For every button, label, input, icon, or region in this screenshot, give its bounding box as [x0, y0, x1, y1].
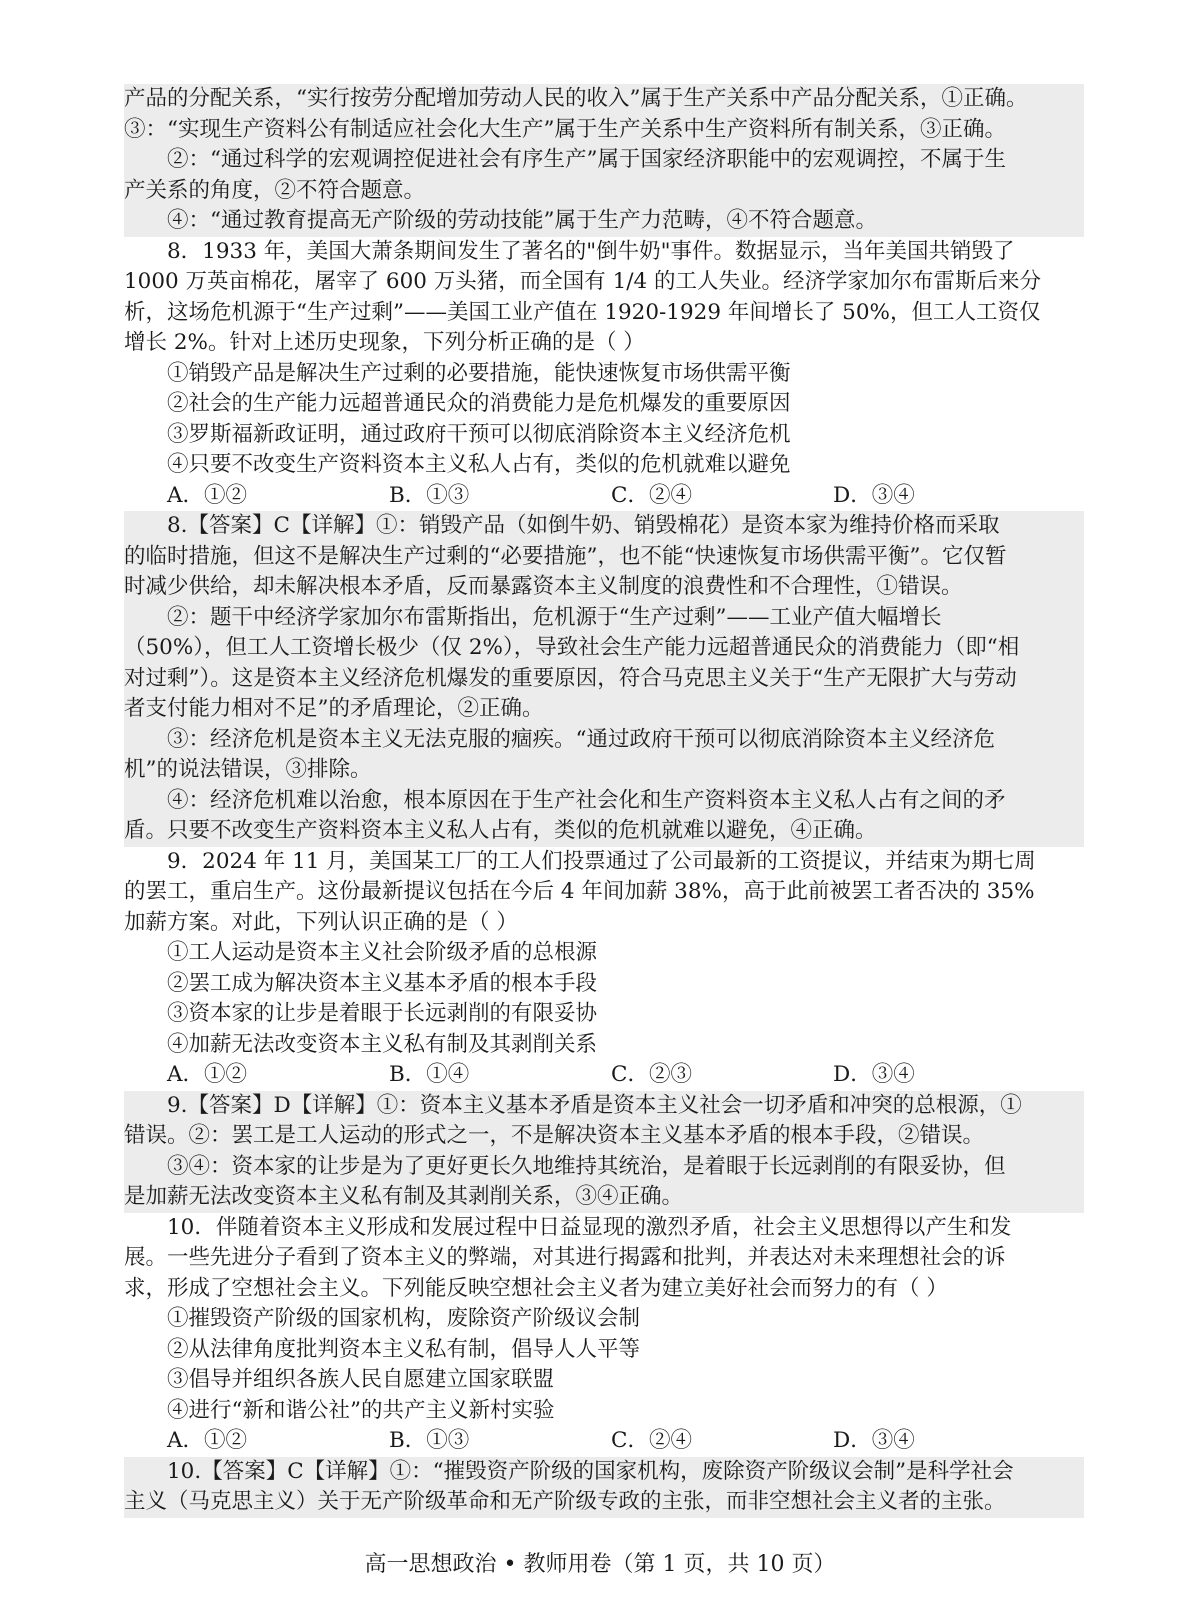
answer-explanation-line: ②：题干中经济学家加尔布雷斯指出，危机源于“生产过剩”——工业产值大幅增长 [124, 603, 1084, 634]
answer-explanation-line: 者支付能力相对不足”的矛盾理论，②正确。 [124, 694, 1084, 725]
answer-explanation-line: 盾。只要不改变生产资料资本主义私人占有，类似的危机就难以避免，④正确。 [124, 816, 1084, 847]
question-text-line: 的罢工，重启生产。这份最新提议包括在今后 4 年间加薪 38%，高于此前被罢工者否决的 35% [124, 879, 1035, 904]
answer-option: D．③④ [833, 482, 915, 508]
question-text-line: ③罗斯福新政证明，通过政府干预可以彻底消除资本主义经济危机 [167, 421, 791, 447]
question-text-line: ①工人运动是资本主义社会阶级矛盾的总根源 [167, 940, 598, 965]
question-text-line: ①摧毁资产阶级的国家机构，废除资产阶级议会制 [167, 1306, 641, 1331]
answer-explanation-line: 9.【答案】D【详解】①：资本主义基本矛盾是资本主义社会一切矛盾和冲突的总根源，① [124, 1091, 1084, 1122]
question-text-line: 展。一些先进分子看到了资本主义的弊端，对其进行揭露和批判，并表达对未来理想社会的诉 [124, 1245, 1006, 1270]
question-text-line: ④加薪无法改变资本主义私有制及其剥削关系 [167, 1031, 598, 1057]
answer-option: A．①② [167, 482, 248, 508]
answer-option: D．③④ [833, 1428, 915, 1453]
answer-explanation-line: 时减少供给，却未解决根本矛盾，反而暴露资本主义制度的浪费性和不合理性，①错误。 [124, 572, 1084, 603]
answer-explanation-line: ③：经济危机是资本主义无法克服的痼疾。“通过政府干预可以彻底消除资本主义经济危 [124, 725, 1084, 756]
answer-option: C．②④ [611, 1428, 692, 1453]
question-text-line: ②社会的生产能力远超普通民众的消费能力是危机爆发的重要原因 [167, 391, 791, 416]
answer-option: C．②③ [611, 1062, 692, 1087]
question-text-line: 1000 万英亩棉花，屠宰了 600 万头猪，而全国有 1/4 的工人失业。经济学家加尔布雷斯后来分 [124, 269, 1042, 294]
answer-option: B．①④ [389, 1062, 470, 1087]
answer-explanation-line: 错误。②：罢工是工人运动的形式之一，不是解决资本主义基本矛盾的根本手段，②错误。 [124, 1121, 1084, 1152]
answer-explanation-line: 是加薪无法改变资本主义私有制及其剥削关系，③④正确。 [124, 1182, 1084, 1213]
answer-explanation-line: ④：经济危机难以治愈，根本原因在于生产社会化和生产资料资本主义私人占有之间的矛 [124, 786, 1084, 817]
answer-explanation-line: 机”的说法错误，③排除。 [124, 755, 1084, 786]
question-text-line: ③资本家的让步是着眼于长远剥削的有限妥协 [167, 1001, 598, 1026]
answer-explanation-line: ②：“通过科学的宏观调控促进社会有序生产”属于国家经济职能中的宏观调控，不属于生 [124, 145, 1084, 176]
answer-explanation-line: ④：“通过教育提高无产阶级的劳动技能”属于生产力范畴，④不符合题意。 [124, 206, 1084, 237]
answer-option: B．①③ [389, 482, 470, 508]
question-text-line: 加薪方案。对此，下列认识正确的是（ ） [124, 909, 518, 935]
answer-option: D．③④ [833, 1062, 915, 1087]
question-text-line: 8．1933 年，美国大萧条期间发生了著名的"倒牛奶"事件。数据显示，当年美国共销毁了 [167, 238, 1015, 264]
question-text-line: 10．伴随着资本主义形成和发展过程中日益显现的激烈矛盾，社会主义思想得以产生和发 [167, 1214, 1012, 1240]
question-text-line: ①销毁产品是解决生产过剩的必要措施，能快速恢复市场供需平衡 [167, 360, 791, 386]
question-text-line: 析，这场危机源于“生产过剩”——美国工业产值在 1920-1929 年间增长了 50%，但工人工资仅 [124, 299, 1041, 325]
answer-options [124, 1060, 1084, 1091]
question-text-line: ②从法律角度批判资本主义私有制，倡导人人平等 [167, 1336, 641, 1362]
answer-option: A．①② [167, 1062, 248, 1087]
answer-explanation-line: 产品的分配关系，“实行按劳分配增加劳动人民的收入”属于生产关系中产品分配关系，①正确。 [124, 84, 1084, 115]
answer-explanation-line: 主义（马克思主义）关于无产阶级革命和无产阶级专政的主张，而非空想社会主义者的主张。 [124, 1487, 1084, 1518]
question-text-line: ②罢工成为解决资本主义基本矛盾的根本手段 [167, 970, 598, 996]
document-body [124, 84, 1084, 1518]
question-text-line: 9．2024 年 11 月，美国某工厂的工人们投票通过了公司最新的工资提议，并结束为期七周 [167, 848, 1036, 874]
answer-explanation-line: 对过剩”）。这是资本主义经济危机爆发的重要原因，符合马克思主义关于“生产无限扩大与劳动 [124, 664, 1084, 695]
answer-explanation-line: ③④：资本家的让步是为了更好更长久地维持其统治，是着眼于长远剥削的有限妥协，但 [124, 1152, 1084, 1183]
answer-explanation-line: 的临时措施，但这不是解决生产过剩的“必要措施”，也不能“快速恢复市场供需平衡”。它仅暂 [124, 542, 1084, 573]
question-text-line: ③倡导并组织各族人民自愿建立国家联盟 [167, 1367, 555, 1392]
question-text-line: ④进行“新和谐公社”的共产主义新村实验 [167, 1397, 555, 1423]
answer-explanation-line: 产关系的角度，②不符合题意。 [124, 176, 1084, 207]
page-footer: 高一思想政治 • 教师用卷（第 1 页，共 10 页） [364, 1552, 836, 1577]
answer-option: A．①② [167, 1428, 248, 1453]
answer-explanation-line: （50%），但工人工资增长极少（仅 2%），导致社会生产能力远超普通民众的消费能力（即“相 [124, 633, 1084, 664]
answer-options [124, 481, 1084, 512]
question-text-line: ④只要不改变生产资料资本主义私人占有，类似的危机就难以避免 [167, 452, 791, 477]
answer-explanation-line: 10.【答案】C【详解】①：“摧毁资产阶级的国家机构，废除资产阶级议会制”是科学社会 [124, 1457, 1084, 1488]
question-text-line: 求，形成了空想社会主义。下列能反映空想社会主义者为建立美好社会而努力的有（ ） [124, 1275, 948, 1301]
answer-explanation-line: ③：“实现生产资料公有制适应社会化大生产”属于生产关系中生产资料所有制关系，③正确。 [124, 115, 1084, 146]
answer-option: C．②④ [611, 482, 692, 508]
answer-options [124, 1426, 1084, 1457]
answer-option: B．①③ [389, 1428, 470, 1453]
answer-explanation-line: 8.【答案】C【详解】①：销毁产品（如倒牛奶、销毁棉花）是资本家为维持价格而采取 [124, 511, 1084, 542]
question-text-line: 增长 2%。针对上述历史现象，下列分析正确的是（ ） [124, 330, 645, 355]
